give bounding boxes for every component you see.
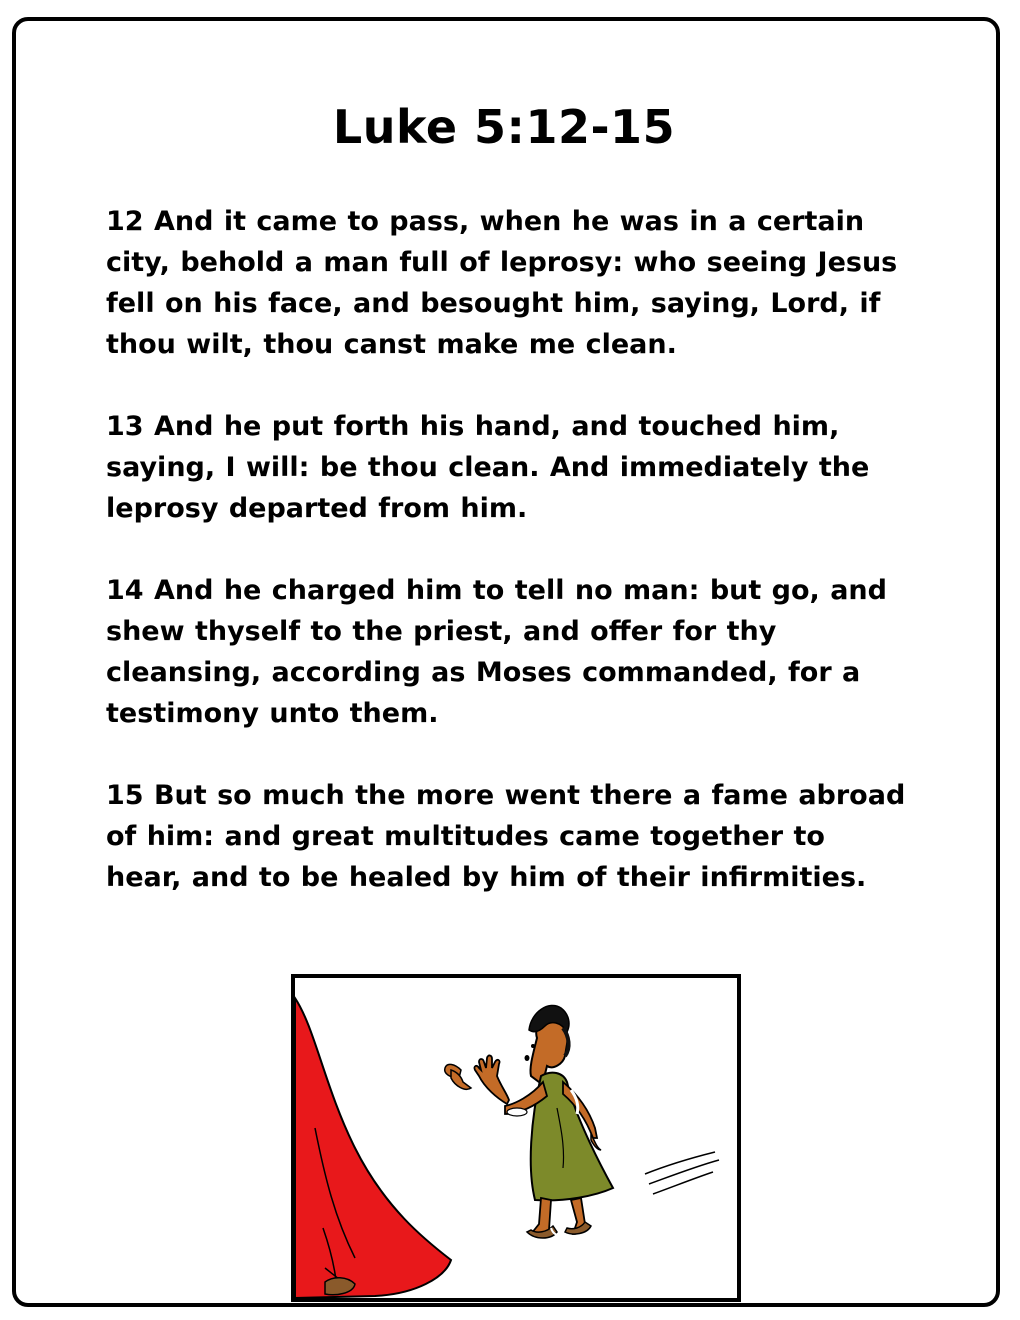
- verse-13: 13 And he put forth his hand, and touched him, saying, I will: be thou clean. And immediately the leprosy departed from him.: [106, 411, 870, 524]
- verse-14: 14 And he charged him to tell no man: but go, and shew thyself to the priest, and offer for thy cleansing, according as Moses commanded, for a testimony unto them.: [106, 575, 887, 729]
- healed-man-illustration: [295, 978, 737, 1298]
- page-frame: [12, 17, 1000, 1307]
- verse-15: 15 But so much the more went there a fame abroad of him: and great multitudes came together to hear, and to be healed by him of their infirmities.: [106, 780, 906, 893]
- healed-man-figure: [445, 1005, 613, 1238]
- page-title: Luke 5:12-15: [332, 100, 676, 154]
- illustration-frame: [291, 974, 741, 1302]
- motion-lines: [645, 1152, 719, 1194]
- verse-12: 12 And it came to pass, when he was in a certain city, behold a man full of leprosy: who seeing Jesus fell on his face, and besought him, saying, Lord, if thou wilt, thou canst make me clean.: [106, 206, 898, 360]
- verse-list: [106, 201, 906, 939]
- red-robe-figure: [295, 998, 451, 1298]
